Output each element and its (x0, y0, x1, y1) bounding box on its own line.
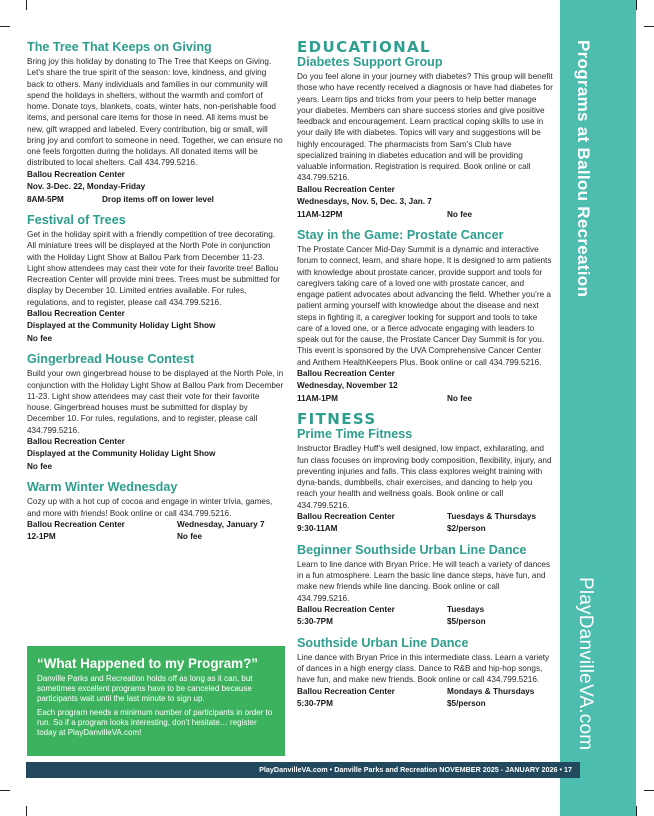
program-title: Beginner Southside Urban Line Dance (297, 542, 527, 557)
program-time: 9:30-11AM (297, 524, 338, 534)
program-festival-of-trees (27, 213, 284, 345)
program-description: The Prostate Cancer Mid-Day Summit is a dynamic and interactive forum to connect, learn, and share hope. It is designed to arm patients with knowledge about prostate cancer, provide support and tools for caregivers taking care of a loved one with prostate cancer, and engage patient advocates about advancing the field. Whether you’re a patient arming yourself with knowledge about the disease and next steps in fighting it, a caregiver looking for support and tools to take care of a loved one, or a fierce advocate engaging with leaders to speak out for the cause, the Prostate Cancer Day Summit is for you. This event is sponsored by the UVA Comprehensive Cancer Center and Anthem HealthKeepers Plus. Book online or call 434.799.5216. (297, 245, 552, 367)
program-fee: No fee (177, 532, 203, 542)
program-fee: No fee (447, 393, 473, 403)
program-fee: No fee (447, 209, 473, 219)
program-description: Instructor Bradley Huff’s well designed, low impact, exhilarating, and fun class focuses on improving body composition, flexibility, injury, and preventing injuries and falls. This class explores weight training with dyna-bands, dumbbells, chair exercises, and dancing to help you reach your health and wellness goals. Book online or call 434.799.5216. (297, 444, 552, 510)
crop-mark (644, 26, 654, 27)
notice-title: “What Happened to my Program?” (37, 656, 258, 671)
program-diabetes-support-group (297, 55, 553, 221)
program-gingerbread-house-contest (27, 352, 284, 473)
program-description: Bring joy this holiday by donating to The Tree that Keeps on Giving. Let’s share the true spirit of the season: love, kindness, and giving back to others. Many individuals and families in our community will spend the holidays in shelters, without the warmth and comfort of home. Donate toys, blankets, coats, winter hats, non-perishable food items, and personal care items for those in need. All items must be new, gift wrapped and labeled. Every contribution, big or small, will bring joy and comfort to someone in need. Together, we can ensure no one feels forgotten during the holidays. All donated items will be distributed to local shelters. Call 434.799.5216. (27, 57, 283, 168)
program-title: Gingerbread House Contest (27, 352, 195, 367)
program-prime-time-fitness (297, 427, 553, 536)
program-time: 11AM-1PM (297, 393, 338, 403)
program-time: 5:30-7PM (297, 617, 333, 627)
program-description: Get in the holiday spirit with a friendly competition of tree decorating. All miniature trees will be displayed at the North Pole in conjunction with the Holiday Light Show at Ballou Park from December 11-23. Light show attendees may cast their vote for their favorite tree! Ballou Recreation Center will provide mini trees. Trees must be submitted for display by December 10. Limited entries available. For rules, regulations, and to register, please call 434.799.5216. (27, 230, 281, 307)
crop-mark (0, 790, 10, 791)
program-description: Line dance with Bryan Price in this intermediate class. Learn a variety of dances in a high energy class. Dance to R&B and hip-hop songs, have fun, and make new friends. Book online or call 434.799.5216. (297, 652, 550, 685)
program-dates: Wednesdays, Nov. 5, Dec. 3, Jan. 7 (297, 197, 432, 206)
program-title: Diabetes Support Group (297, 55, 443, 69)
crop-mark (26, 0, 27, 10)
program-title: Southside Urban Line Dance (297, 635, 469, 650)
category-heading-fitness: FITNESS (297, 410, 377, 429)
program-days: Tuesdays (447, 604, 485, 614)
program-time-row (297, 698, 553, 711)
program-southside-line-dance (297, 636, 553, 711)
program-location: Ballou Recreation Center (297, 686, 395, 696)
program-description: Build your own gingerbread house to be displayed at the North Pole, in conjunction with the Holiday Light Show at Ballou Park from December 11-23. Light show attendees may cast their vote for their favorite house. Gingerbread houses must be submitted for display by December 10. For rules, regulations, and to register, please call 434.799.5216. (27, 369, 284, 435)
program-days: Mondays & Thursdays (447, 686, 535, 696)
sidebar-website: PlayDanvilleVA.com (575, 577, 596, 751)
program-date: Wednesday, November 12 (297, 381, 398, 391)
program-location: Ballou Recreation Center (297, 511, 395, 521)
program-price: $2/person (447, 524, 486, 534)
program-location: Ballou Recreation Center (27, 169, 125, 179)
program-price: $5/person (447, 699, 486, 708)
program-location-row (297, 686, 553, 699)
program-time: 12-1PM (27, 532, 56, 542)
notice-paragraph: Each program needs a minimum number of participants in order to run. So if a program looks interesting, don’t hesitate… register today at PlayDanvilleVA.com! (37, 708, 273, 737)
program-note: Drop items off on lower level (102, 194, 214, 204)
program-location: Ballou Recreation Center (27, 308, 125, 318)
notice-box (27, 646, 285, 756)
program-location: Ballou Recreation Center (27, 519, 125, 529)
crop-mark (636, 0, 637, 10)
program-price: $5/person (447, 617, 486, 627)
left-column (27, 40, 284, 551)
program-time: 11AM-12PM (297, 209, 343, 219)
program-tree-that-keeps-on-giving (27, 40, 284, 206)
program-time-row (27, 194, 284, 207)
program-location: Ballou Recreation Center (27, 436, 125, 446)
program-time-row (297, 209, 553, 222)
program-display: Displayed at the Community Holiday Light Show (27, 321, 216, 331)
program-title: Festival of Trees (27, 213, 126, 227)
program-location: Ballou Recreation Center (297, 368, 395, 378)
program-title: Prime Time Fitness (297, 427, 413, 442)
right-column (297, 40, 553, 718)
program-time: 8AM-5PM (27, 194, 64, 204)
program-description: Learn to line dance with Bryan Price. He will teach a variety of dances in a fun atmosphere. Learn the basic line dance steps, have fun, and make new friends while line dancing. Book online or call 434.799.5216. (297, 559, 551, 603)
crop-mark (26, 806, 27, 816)
notice-paragraph: Danville Parks and Recreation holds off as long as it can, but sometimes excellent programs have to be canceled because participants wait until the last minute to sign up. (37, 674, 253, 703)
program-prostate-cancer (297, 228, 553, 405)
program-date: Wednesday, January 7 (177, 519, 265, 529)
program-display: Displayed at the Community Holiday Light Show (27, 449, 216, 459)
sidebar-band (560, 0, 636, 816)
program-warm-winter-wednesday (27, 480, 284, 544)
program-title: Stay in the Game: Prostate Cancer (297, 228, 504, 242)
program-time-row (297, 393, 553, 406)
category-heading-educational: EDUCATIONAL (297, 38, 432, 56)
crop-mark (636, 806, 637, 816)
program-days: Tuesdays & Thursdays (447, 511, 537, 521)
program-location-row (297, 604, 553, 617)
program-beginner-line-dance (297, 543, 553, 629)
program-location-row (297, 511, 553, 524)
program-fee: No fee (27, 333, 53, 343)
program-location: Ballou Recreation Center (297, 604, 395, 614)
program-location-row (27, 519, 284, 532)
program-title: Warm Winter Wednesday (27, 480, 178, 495)
program-description: Do you feel alone in your journey with diabetes? This group will benefit those who have recently received a diagnosis or have had diabetes for years. Learn tips and tricks from your peers to help better manage your diabetes. Members can share success stories and give positive feedback and encouragement. Learn practical coping skills to use in your daily life with diabetes. Topics will vary and suggestions will be highly encouraged. The pharmacists from Sam’s Club have specialized training in diabetes education and will be providing valuable information. Registration is required. Book online or call 434.799.5216. (297, 72, 553, 183)
program-time: 5:30-7PM (297, 699, 333, 708)
page-footer: PlayDanvilleVA.com • Danville Parks and Recreation NOVEMBER 2025 - JANUARY 2026 • 17 (26, 762, 580, 778)
crop-mark (0, 26, 10, 27)
sidebar-title: Programs at Ballou Recreation (574, 40, 593, 298)
program-time-row (297, 616, 553, 629)
program-title: The Tree That Keeps on Giving (27, 40, 212, 54)
program-description: Cozy up with a hot cup of cocoa and engage in winter trivia, games, and more with friends! Book online or call 434.799.5216. (27, 497, 273, 518)
program-location: Ballou Recreation Center (297, 184, 395, 194)
program-time-row (27, 531, 284, 544)
program-time-row (297, 523, 553, 536)
program-dates: Nov. 3-Dec. 22, Monday-Friday (27, 182, 146, 191)
program-fee: No fee (27, 461, 53, 471)
crop-mark (644, 790, 654, 791)
